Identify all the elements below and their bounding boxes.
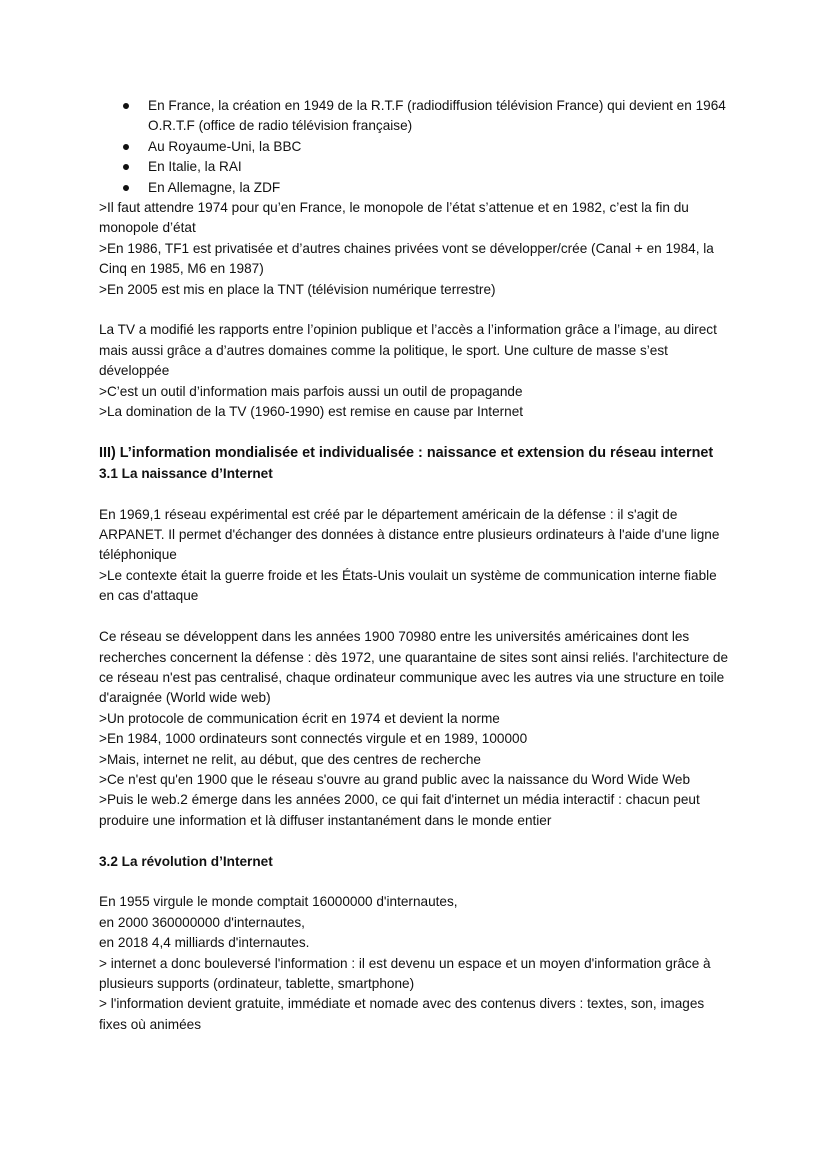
paragraph: >Puis le web.2 émerge dans les années 2000, ce qui fait d'internet un média interactif : chacun peut produire une information et là diffuser instantanément dans le monde entier [99, 792, 700, 828]
spacer [99, 484, 732, 504]
subsection-heading: 3.1 La naissance d’Internet [99, 465, 273, 481]
paragraph: Ce réseau se développent dans les années 1900 70980 entre les universités américaines dont les recherches concernent la défense : dès 1972, une quarantaine de sites sont ainsi reliés. l'architecture de ce réseau n'est pas centralisé, chaque ordinateur communique avec les autres via une structure en toile d'araignée (World wide web) [99, 629, 729, 706]
spacer [99, 300, 732, 320]
paragraph: >Il faut attendre 1974 pour qu’en France, le monopole de l’état s’attenue et en 1982, c’est la fin du monopole d’état [99, 200, 689, 236]
paragraph: en 2000 360000000 d'internautes, [99, 914, 305, 930]
list-item: En Allemagne, la ZDF [99, 178, 732, 198]
paragraph: En 1969,1 réseau expérimental est créé par le département américain de la défense : il s'agit de ARPANET. Il permet d'échanger des données à distance entre plusieurs ordinateurs à l'aide d'une ligne téléphonique [99, 506, 720, 563]
list-item: Au Royaume-Uni, la BBC [99, 137, 732, 157]
list-item: En France, la création en 1949 de la R.T.F (radiodiffusion télévision France) qui devient en 1964 O.R.T.F (office de radio télévision française) [99, 96, 732, 137]
paragraph: en 2018 4,4 milliards d'internautes. [99, 935, 310, 951]
paragraph: >Le contexte était la guerre froide et les États-Unis voulait un système de communication interne fiable en cas d'attaque [99, 567, 717, 604]
paragraph: >En 1986, TF1 est privatisée et d’autres chaines privées vont se développer/crée (Canal + en 1984, la Cinq en 1985, M6 en 1987) [99, 240, 714, 277]
spacer [99, 872, 732, 892]
paragraph: >Un protocole de communication écrit en 1974 et devient la norme [99, 710, 500, 726]
paragraph: La TV a modifié les rapports entre l’opinion publique et l’accès a l’information grâce a l’image, au direct mais aussi grâce a d’autres domaines comme la politique, le sport. Une culture de masse s’est développée [99, 322, 717, 379]
paragraph: >En 2005 est mis en place la TNT (télévision numérique terrestre) [99, 281, 496, 297]
paragraph: >Mais, internet ne relit, au début, que des centres de recherche [99, 751, 481, 767]
broadcaster-list [99, 96, 732, 198]
paragraph: En 1955 virgule le monde comptait 16000000 d'internautes, [99, 894, 458, 910]
list-item: En Italie, la RAI [99, 157, 732, 177]
paragraph: > l'information devient gratuite, immédiate et nomade avec des contenus divers : textes, son, images fixes où animées [99, 996, 705, 1032]
subsection-heading: 3.2 La révolution d’Internet [99, 853, 273, 869]
paragraph: >La domination de la TV (1960-1990) est remise en cause par Internet [99, 404, 524, 420]
paragraph: >Ce n'est qu'en 1900 que le réseau s'ouvre au grand public avec la naissance du Word Wide Web [99, 771, 691, 787]
spacer [99, 607, 732, 627]
spacer [99, 422, 732, 442]
spacer [99, 831, 732, 851]
section-heading: III) L’information mondialisée et individualisée : naissance et extension du réseau internet [99, 444, 714, 461]
paragraph: > internet a donc bouleversé l'information : il est devenu un espace et un moyen d'information grâce à plusieurs supports (ordinateur, tablette, smartphone) [99, 955, 711, 991]
paragraph: >C’est un outil d’information mais parfois aussi un outil de propagande [99, 383, 523, 399]
paragraph: >En 1984, 1000 ordinateurs sont connectés virgule et en 1989, 100000 [99, 731, 528, 747]
